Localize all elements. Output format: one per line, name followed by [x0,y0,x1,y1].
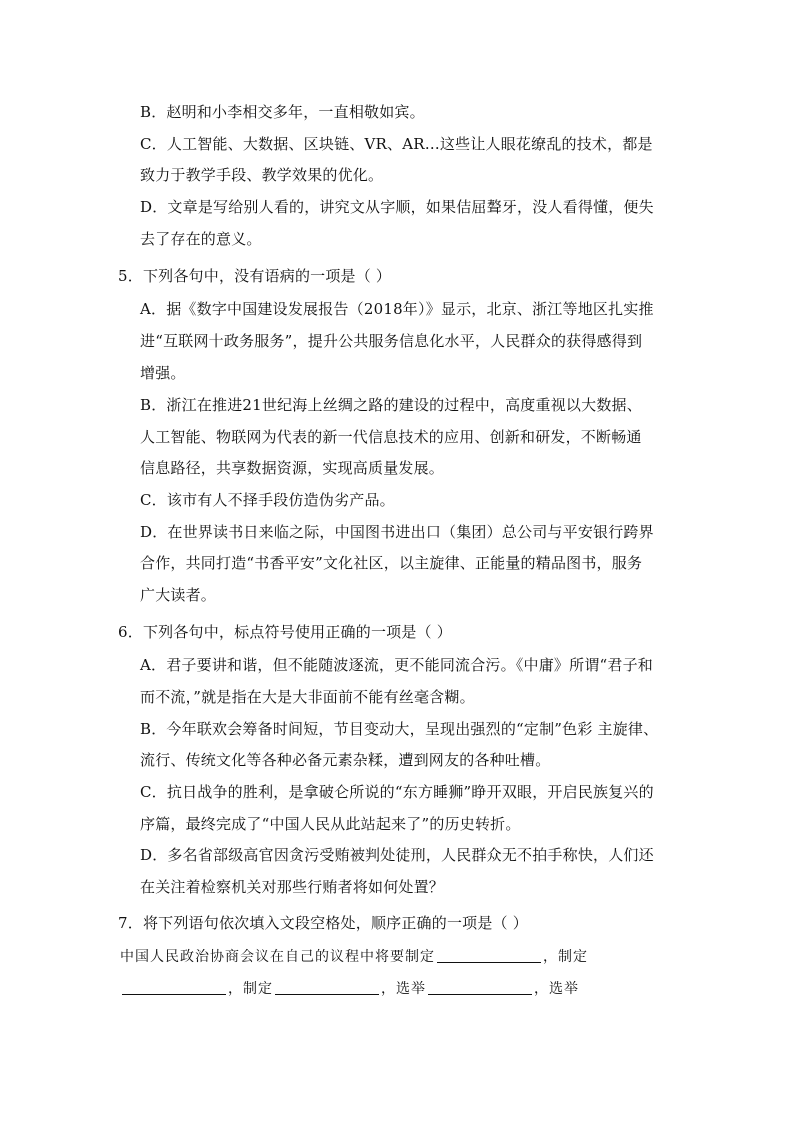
option-continuation: 增强。 [140,364,186,382]
option-continuation: 合作，共同打造“书香平安”文化社区，以主旋律、正能量的精品图书，服务 [140,554,643,572]
option-continuation: 流行、传统文化等各种必备元素杂糅，遭到网友的各种吐槽。 [140,751,551,769]
answer-option: D．文章是写给别人看的，讲究文从字顺，如果佶屈聱牙，没人看得懂，便失 [140,198,654,216]
answer-option: B．今年联欢会筹备时间短，节目变动大，呈现出强烈的“定制”色彩 主旋律、 [140,720,659,738]
answer-option: C．人工智能、大数据、区块链、VR、AR…这些让人眼花缭乱的技术，都是 [140,135,653,153]
answer-option: B．浙江在推进21世纪海上丝绸之路的建设的过程中，高度重视以大数据、 [140,396,642,414]
option-continuation: 人工智能、物联网为代表的新一代信息技术的应用、创新和研发，不断畅通 [140,428,642,446]
answer-option: D．多名省部级高官因贪污受贿被判处徒刑，人民群众无不拍手称快，人们还 [140,846,654,864]
option-continuation: 序篇，最终完成了“中国人民从此站起来了”的历史转折。 [140,815,521,833]
passage-text: ，选举 [534,981,579,997]
answer-option: A．君子要讲和谐，但不能随波逐流，更不能同流合污。《中庸》所谓“君子和 [140,656,654,674]
answer-option: C．该市有人不择手段仿造伪劣产品。 [140,491,395,509]
option-continuation: 在关注着检察机关对那些行贿者将如何处置？ [140,878,445,896]
passage-text: ，制定 [228,981,273,997]
question-stem: 7．将下列语句依次填入文段空格处，顺序正确的一项是（ ） [118,914,528,932]
passage-text: ，选举 [381,981,426,997]
option-continuation: 去了存在的意义。 [140,230,262,248]
option-continuation: 信息路径，共享数据资源，实现高质量发展。 [140,459,445,477]
passage-text: ，制定 [543,949,588,965]
option-continuation: 而不流，”就是指在大是大非面前不能有丝毫含糊。 [140,688,475,706]
passage-text: 中国人民政治协商会议在自己的议程中将要制定 [120,949,435,965]
fill-blank[interactable] [122,980,226,995]
option-continuation: 广大读者。 [140,586,217,604]
answer-option: B．赵明和小李相交多年，一直相敬如宾。 [140,103,425,121]
passage-line-1 [120,946,588,966]
option-continuation: 致力于教学手段、教学效果的优化。 [140,166,384,184]
fill-blank[interactable] [275,980,379,995]
question-stem: 6．下列各句中，标点符号使用正确的一项是（ ） [118,623,452,641]
answer-option: D．在世界读书日来临之际，中国图书进出口（集团）总公司与平安银行跨界 [140,523,654,541]
fill-blank[interactable] [428,980,532,995]
answer-option: C．抗日战争的胜利，是拿破仑所说的“东方睡狮”睁开双眼，开启民族复兴的 [140,783,654,801]
fill-blank[interactable] [437,948,541,963]
option-continuation: 进“互联网十政务服务”，提升公共服务信息化水平，人民群众的获得感得到 [140,332,643,350]
passage-line-2 [120,978,579,998]
answer-option: A．据《数字中国建设发展报告（2018年）》显示，北京、浙江等地区扎实推 [140,300,654,318]
question-stem: 5．下列各句中，没有语病的一项是（ ） [118,267,392,285]
